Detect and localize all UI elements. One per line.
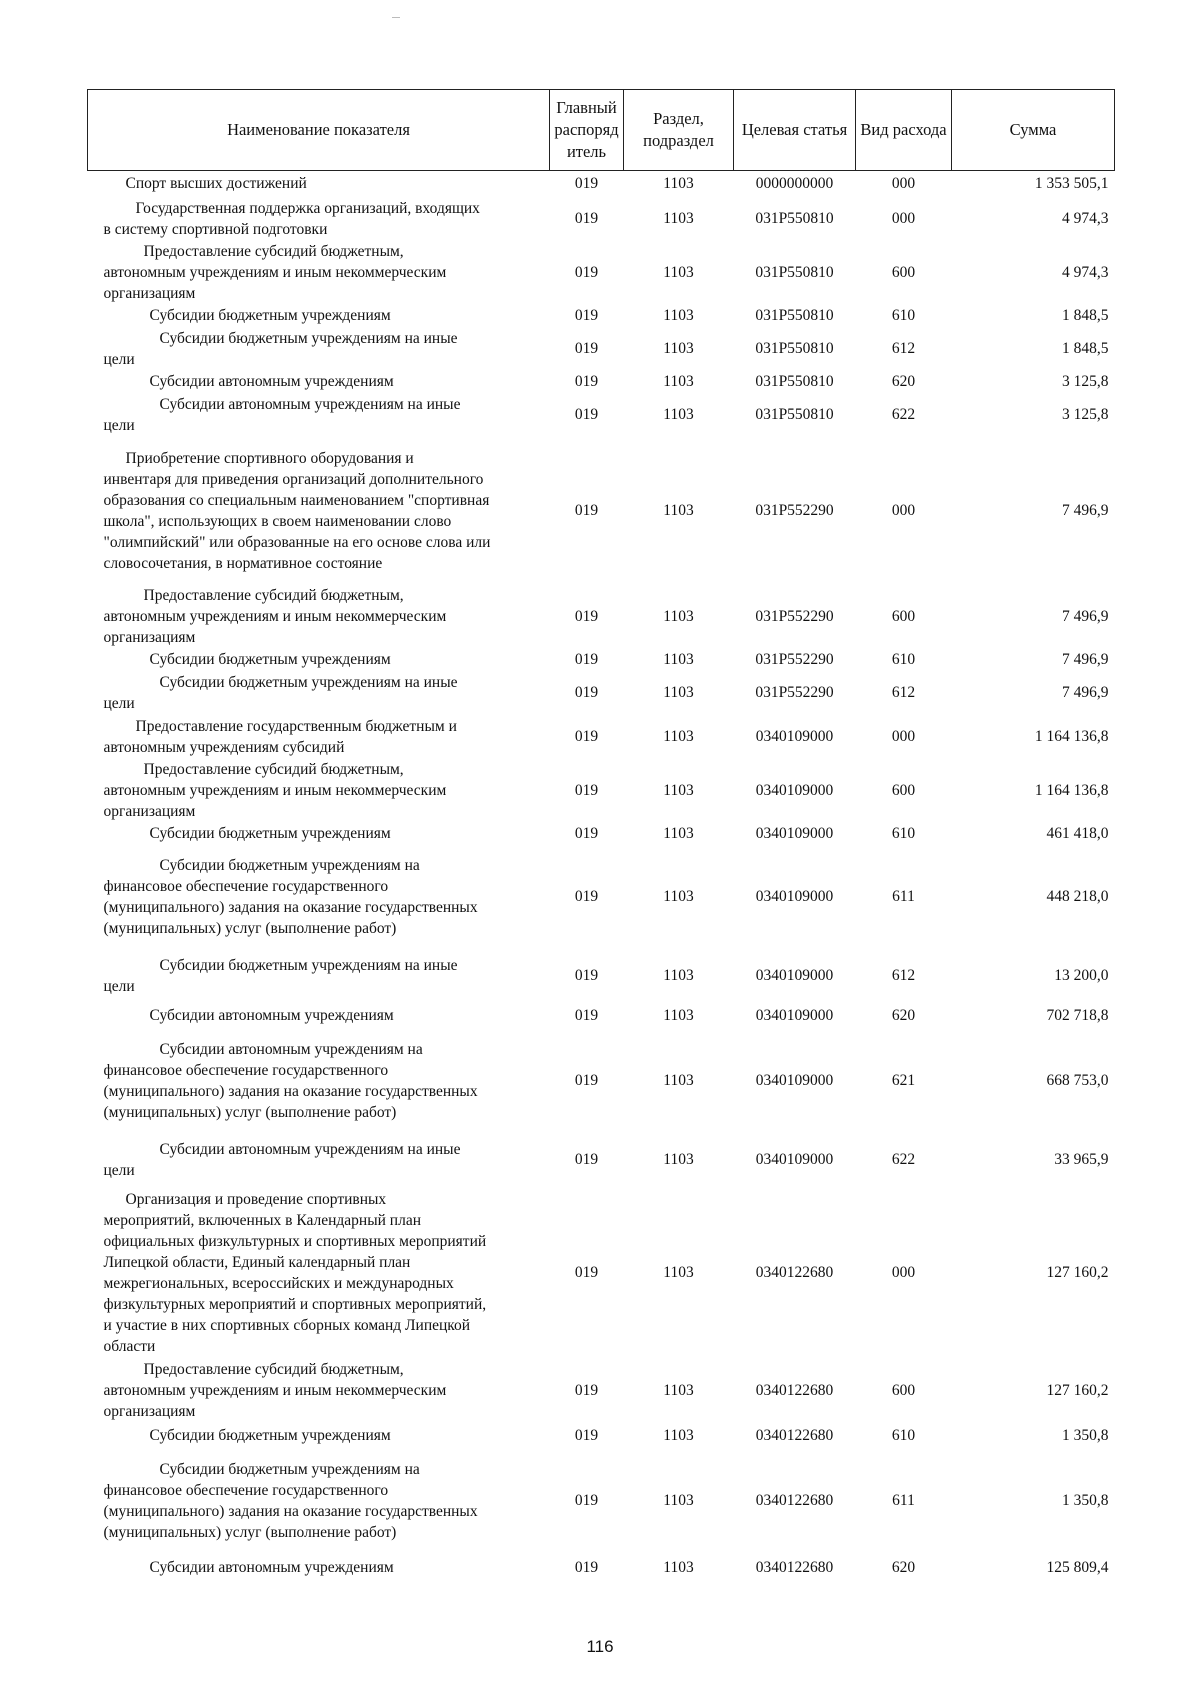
cell-name bbox=[88, 715, 550, 759]
cell-name bbox=[88, 327, 550, 371]
cell-vid: 610 bbox=[891, 1427, 916, 1444]
cell-name bbox=[88, 949, 550, 1003]
cell-name bbox=[88, 1553, 550, 1583]
cell-summa: 1 848,5 bbox=[1062, 340, 1109, 357]
indicator-name: Предоставление субсидий бюджетным, автономным учреждениям и иным некоммерческим организациям bbox=[103, 761, 447, 820]
cell-summa: 33 965,9 bbox=[1054, 1151, 1109, 1168]
header-glavny: Главный распоряд итель bbox=[550, 90, 624, 171]
cell-glavny: 019 bbox=[574, 684, 599, 701]
cell-statya: 0340122680 bbox=[755, 1427, 834, 1444]
cell-name bbox=[88, 1359, 550, 1423]
cell-summa: 448 218,0 bbox=[1046, 888, 1109, 905]
cell-razdel: 1103 bbox=[663, 967, 694, 984]
cell-statya: 0000000000 bbox=[755, 175, 834, 193]
cell-summa: 4 974,3 bbox=[1062, 210, 1109, 227]
cell-razdel: 1103 bbox=[663, 825, 694, 842]
page-number: 116 bbox=[586, 1637, 614, 1656]
cell-razdel: 1103 bbox=[663, 1072, 694, 1089]
table-row bbox=[88, 759, 1115, 823]
cell-vid: 000 bbox=[891, 728, 916, 745]
cell-statya: 031P552290 bbox=[755, 608, 834, 625]
cell-vid: 600 bbox=[891, 782, 916, 799]
cell-razdel: 1103 bbox=[663, 1382, 694, 1399]
indicator-name: Субсидии бюджетным учреждениям bbox=[149, 651, 391, 668]
cell-statya: 0340109000 bbox=[755, 782, 834, 799]
cell-razdel: 1103 bbox=[663, 728, 694, 745]
table-row bbox=[88, 241, 1115, 305]
cell-name bbox=[88, 197, 550, 241]
table-header-row bbox=[88, 90, 1115, 171]
cell-name bbox=[88, 1423, 550, 1449]
cell-vid: 612 bbox=[891, 684, 916, 701]
cell-glavny: 019 bbox=[574, 502, 599, 519]
cell-name bbox=[88, 1187, 550, 1359]
cell-statya: 0340109000 bbox=[755, 888, 834, 905]
cell-summa: 7 496,9 bbox=[1062, 608, 1109, 625]
cell-name bbox=[88, 585, 550, 649]
cell-glavny: 019 bbox=[574, 825, 599, 842]
table-row bbox=[88, 1449, 1115, 1553]
cell-name bbox=[88, 371, 550, 393]
indicator-name: Субсидии автономным учреждениям bbox=[149, 373, 394, 390]
cell-name bbox=[88, 305, 550, 327]
indicator-name: Субсидии автономным учреждениям bbox=[149, 1007, 394, 1024]
cell-summa: 668 753,0 bbox=[1046, 1072, 1109, 1089]
cell-statya: 0340109000 bbox=[755, 967, 834, 984]
cell-summa: 1 164 136,8 bbox=[1034, 782, 1109, 799]
cell-vid: 611 bbox=[892, 888, 915, 905]
cell-vid: 621 bbox=[891, 1072, 916, 1089]
cell-statya: 0340109000 bbox=[755, 1072, 834, 1089]
cell-vid: 610 bbox=[891, 651, 916, 668]
table-row bbox=[88, 1187, 1115, 1359]
table-row bbox=[88, 327, 1115, 371]
cell-statya: 0340109000 bbox=[755, 1151, 834, 1168]
header-summa: Сумма bbox=[952, 90, 1115, 171]
cell-glavny: 019 bbox=[574, 967, 599, 984]
cell-glavny: 019 bbox=[574, 651, 599, 668]
cell-glavny: 019 bbox=[574, 373, 599, 390]
cell-vid: 611 bbox=[892, 1492, 915, 1509]
indicator-name: Субсидии автономным учреждениям bbox=[149, 1559, 394, 1576]
cell-glavny: 019 bbox=[574, 1427, 599, 1444]
cell-name bbox=[88, 171, 550, 197]
cell-razdel: 1103 bbox=[663, 1151, 694, 1168]
cell-razdel: 1103 bbox=[663, 888, 694, 905]
cell-vid: 620 bbox=[891, 373, 916, 390]
cell-glavny: 019 bbox=[574, 1382, 599, 1399]
cell-glavny: 019 bbox=[574, 175, 599, 193]
cell-razdel: 1103 bbox=[663, 782, 694, 799]
cell-razdel: 1103 bbox=[663, 1492, 694, 1509]
cell-glavny: 019 bbox=[574, 406, 599, 423]
cell-statya: 0340122680 bbox=[755, 1559, 834, 1576]
cell-name bbox=[88, 393, 550, 437]
table-row bbox=[88, 671, 1115, 715]
cell-summa: 3 125,8 bbox=[1062, 406, 1109, 423]
cell-razdel: 1103 bbox=[663, 684, 694, 701]
cell-name bbox=[88, 1449, 550, 1553]
indicator-name: Субсидии бюджетным учреждениям на иные цели bbox=[103, 956, 458, 995]
header-statya: Целевая статья bbox=[734, 90, 856, 171]
cell-vid: 622 bbox=[891, 406, 916, 423]
indicator-name: Субсидии бюджетным учреждениям на иные цели bbox=[103, 673, 458, 712]
cell-name bbox=[88, 671, 550, 715]
cell-glavny: 019 bbox=[574, 264, 599, 281]
table-row bbox=[88, 1003, 1115, 1029]
cell-summa: 1 848,5 bbox=[1062, 307, 1109, 324]
header-vid: Вид расхода bbox=[856, 90, 952, 171]
cell-statya: 031P552290 bbox=[755, 684, 834, 701]
cell-summa: 7 496,9 bbox=[1062, 502, 1109, 519]
cell-glavny: 019 bbox=[574, 307, 599, 324]
cell-summa: 1 350,8 bbox=[1062, 1427, 1109, 1444]
indicator-name: Субсидии автономным учреждениям на иные цели bbox=[103, 1140, 461, 1179]
cell-razdel: 1103 bbox=[663, 210, 694, 227]
cell-name bbox=[88, 649, 550, 671]
table-row bbox=[88, 171, 1115, 197]
indicator-name: Спорт высших достижений bbox=[125, 175, 307, 193]
table-row bbox=[88, 949, 1115, 1003]
table-row bbox=[88, 823, 1115, 845]
cell-razdel: 1103 bbox=[663, 264, 694, 281]
cell-statya: 0340122680 bbox=[755, 1264, 834, 1281]
cell-statya: 0340122680 bbox=[755, 1382, 834, 1399]
table-row bbox=[88, 197, 1115, 241]
cell-vid: 000 bbox=[891, 502, 916, 519]
cell-name bbox=[88, 1003, 550, 1029]
indicator-name: Предоставление субсидий бюджетным, автономным учреждениям и иным некоммерческим организациям bbox=[103, 243, 447, 302]
indicator-name: Субсидии автономным учреждениям на иные цели bbox=[103, 395, 461, 434]
table-row bbox=[88, 437, 1115, 585]
cell-vid: 000 bbox=[891, 1264, 916, 1281]
indicator-name: Субсидии бюджетным учреждениям bbox=[149, 825, 391, 842]
cell-statya: 0340122680 bbox=[755, 1492, 834, 1509]
cell-statya: 031P552290 bbox=[755, 502, 834, 519]
indicator-name: Предоставление субсидий бюджетным, автономным учреждениям и иным некоммерческим организациям bbox=[103, 587, 447, 646]
cell-razdel: 1103 bbox=[663, 307, 694, 324]
cell-glavny: 019 bbox=[574, 1007, 599, 1024]
cell-name bbox=[88, 823, 550, 845]
table-row bbox=[88, 305, 1115, 327]
cell-summa: 1 164 136,8 bbox=[1034, 728, 1109, 745]
table-row bbox=[88, 1133, 1115, 1187]
cell-glavny: 019 bbox=[574, 1492, 599, 1509]
cell-glavny: 019 bbox=[574, 210, 599, 227]
table-row bbox=[88, 1359, 1115, 1423]
cell-glavny: 019 bbox=[574, 1559, 599, 1576]
indicator-name: Субсидии бюджетным учреждениям bbox=[149, 307, 391, 324]
cell-name bbox=[88, 845, 550, 949]
indicator-name: Субсидии бюджетным учреждениям на финансовое обеспечение государственного (муниципального) задания на оказание государственных (муниципальных) услуг (выполнение работ) bbox=[103, 856, 478, 937]
cell-vid: 600 bbox=[891, 608, 916, 625]
cell-summa: 125 809,4 bbox=[1046, 1559, 1109, 1576]
cell-summa: 1 350,8 bbox=[1062, 1492, 1109, 1509]
cell-summa: 1 353 505,1 bbox=[1034, 175, 1109, 193]
cell-razdel: 1103 bbox=[663, 406, 694, 423]
table-row bbox=[88, 393, 1115, 437]
cell-razdel: 1103 bbox=[663, 651, 694, 668]
cell-summa: 127 160,2 bbox=[1046, 1382, 1109, 1399]
cell-glavny: 019 bbox=[574, 1151, 599, 1168]
cell-name bbox=[88, 437, 550, 585]
cell-vid: 610 bbox=[891, 307, 916, 324]
cell-razdel: 1103 bbox=[663, 502, 694, 519]
cell-razdel: 1103 bbox=[663, 175, 694, 193]
cell-razdel: 1103 bbox=[663, 1264, 694, 1281]
cell-razdel: 1103 bbox=[663, 1559, 694, 1576]
cell-vid: 600 bbox=[891, 1382, 916, 1399]
cell-vid: 600 bbox=[891, 264, 916, 281]
cell-statya: 031P550810 bbox=[755, 210, 834, 227]
cell-vid: 610 bbox=[891, 825, 916, 842]
cell-summa: 4 974,3 bbox=[1062, 264, 1109, 281]
cell-name bbox=[88, 1133, 550, 1187]
indicator-name: Субсидии бюджетным учреждениям bbox=[149, 1427, 391, 1444]
cell-vid: 620 bbox=[891, 1559, 916, 1576]
table-row bbox=[88, 1029, 1115, 1133]
cell-glavny: 019 bbox=[574, 1264, 599, 1281]
cell-glavny: 019 bbox=[574, 782, 599, 799]
indicator-name: Предоставление государственным бюджетным и автономным учреждениям субсидий bbox=[103, 717, 457, 756]
cell-vid: 000 bbox=[891, 175, 916, 193]
indicator-name: Субсидии бюджетным учреждениям на иные цели bbox=[103, 329, 458, 368]
cell-vid: 000 bbox=[891, 210, 916, 227]
table-row bbox=[88, 1423, 1115, 1449]
header-razdel: Раздел, подраздел bbox=[624, 90, 734, 171]
table-row bbox=[88, 845, 1115, 949]
table-row bbox=[88, 649, 1115, 671]
budget-table bbox=[87, 89, 1115, 1583]
cell-statya: 0340109000 bbox=[755, 728, 834, 745]
cell-razdel: 1103 bbox=[663, 1427, 694, 1444]
cell-summa: 7 496,9 bbox=[1062, 651, 1109, 668]
cell-razdel: 1103 bbox=[663, 608, 694, 625]
cell-summa: 3 125,8 bbox=[1062, 373, 1109, 390]
indicator-name: Приобретение спортивного оборудования и инвентаря для приведения организаций дополнительного образования со специальным наименованием "спортивная школa", использующих в своем наименовании слово "олимпийский" или образованные на его основе слова или словосочетания, в нормативное состояние bbox=[103, 449, 491, 572]
scan-mark bbox=[392, 17, 400, 18]
cell-vid: 612 bbox=[891, 967, 916, 984]
indicator-name: Организация и проведение спортивных мероприятий, включенных в Календарный план официальных физкультурных и спортивных мероприятий Липецкой области, Единый календарный план межрегиональных, всероссийских и международных физкультурных мероприятий и спортивных мероприятий, и участие в них спортивных сборных команд Липецкой области bbox=[103, 1190, 487, 1355]
cell-summa: 702 718,8 bbox=[1046, 1007, 1109, 1024]
cell-statya: 031P550810 bbox=[755, 373, 834, 390]
header-name: Наименование показателя bbox=[88, 90, 550, 171]
cell-summa: 127 160,2 bbox=[1046, 1264, 1109, 1281]
cell-glavny: 019 bbox=[574, 888, 599, 905]
cell-glavny: 019 bbox=[574, 340, 599, 357]
cell-vid: 612 bbox=[891, 340, 916, 357]
cell-statya: 031P550810 bbox=[755, 307, 834, 324]
cell-summa: 7 496,9 bbox=[1062, 684, 1109, 701]
indicator-name: Государственная поддержка организаций, входящих в систему спортивной подготовки bbox=[103, 199, 480, 238]
indicator-name: Субсидии бюджетным учреждениям на финансовое обеспечение государственного (муниципального) задания на оказание государственных (муниципальных) услуг (выполнение работ) bbox=[103, 1460, 478, 1541]
cell-statya: 031P550810 bbox=[755, 406, 834, 423]
table-row bbox=[88, 1553, 1115, 1583]
cell-razdel: 1103 bbox=[663, 1007, 694, 1024]
cell-razdel: 1103 bbox=[663, 340, 694, 357]
cell-statya: 031P552290 bbox=[755, 651, 834, 668]
table-row bbox=[88, 715, 1115, 759]
cell-glavny: 019 bbox=[574, 608, 599, 625]
cell-glavny: 019 bbox=[574, 1072, 599, 1089]
cell-razdel: 1103 bbox=[663, 373, 694, 390]
table-row bbox=[88, 585, 1115, 649]
cell-summa: 461 418,0 bbox=[1046, 825, 1109, 842]
table-body bbox=[88, 171, 1115, 1583]
cell-statya: 031P550810 bbox=[755, 264, 834, 281]
table-row bbox=[88, 371, 1115, 393]
cell-statya: 031P550810 bbox=[755, 340, 834, 357]
cell-statya: 0340109000 bbox=[755, 825, 834, 842]
cell-name bbox=[88, 241, 550, 305]
indicator-name: Предоставление субсидий бюджетным, автономным учреждениям и иным некоммерческим организациям bbox=[103, 1361, 447, 1420]
cell-summa: 13 200,0 bbox=[1054, 967, 1109, 984]
cell-vid: 622 bbox=[891, 1151, 916, 1168]
cell-statya: 0340109000 bbox=[755, 1007, 834, 1024]
cell-glavny: 019 bbox=[574, 728, 599, 745]
indicator-name: Субсидии автономным учреждениям на финансовое обеспечение государственного (муниципального) задания на оказание государственных (муниципальных) услуг (выполнение работ) bbox=[103, 1040, 478, 1121]
cell-name bbox=[88, 759, 550, 823]
cell-name bbox=[88, 1029, 550, 1133]
table-header bbox=[88, 90, 1115, 171]
cell-vid: 620 bbox=[891, 1007, 916, 1024]
